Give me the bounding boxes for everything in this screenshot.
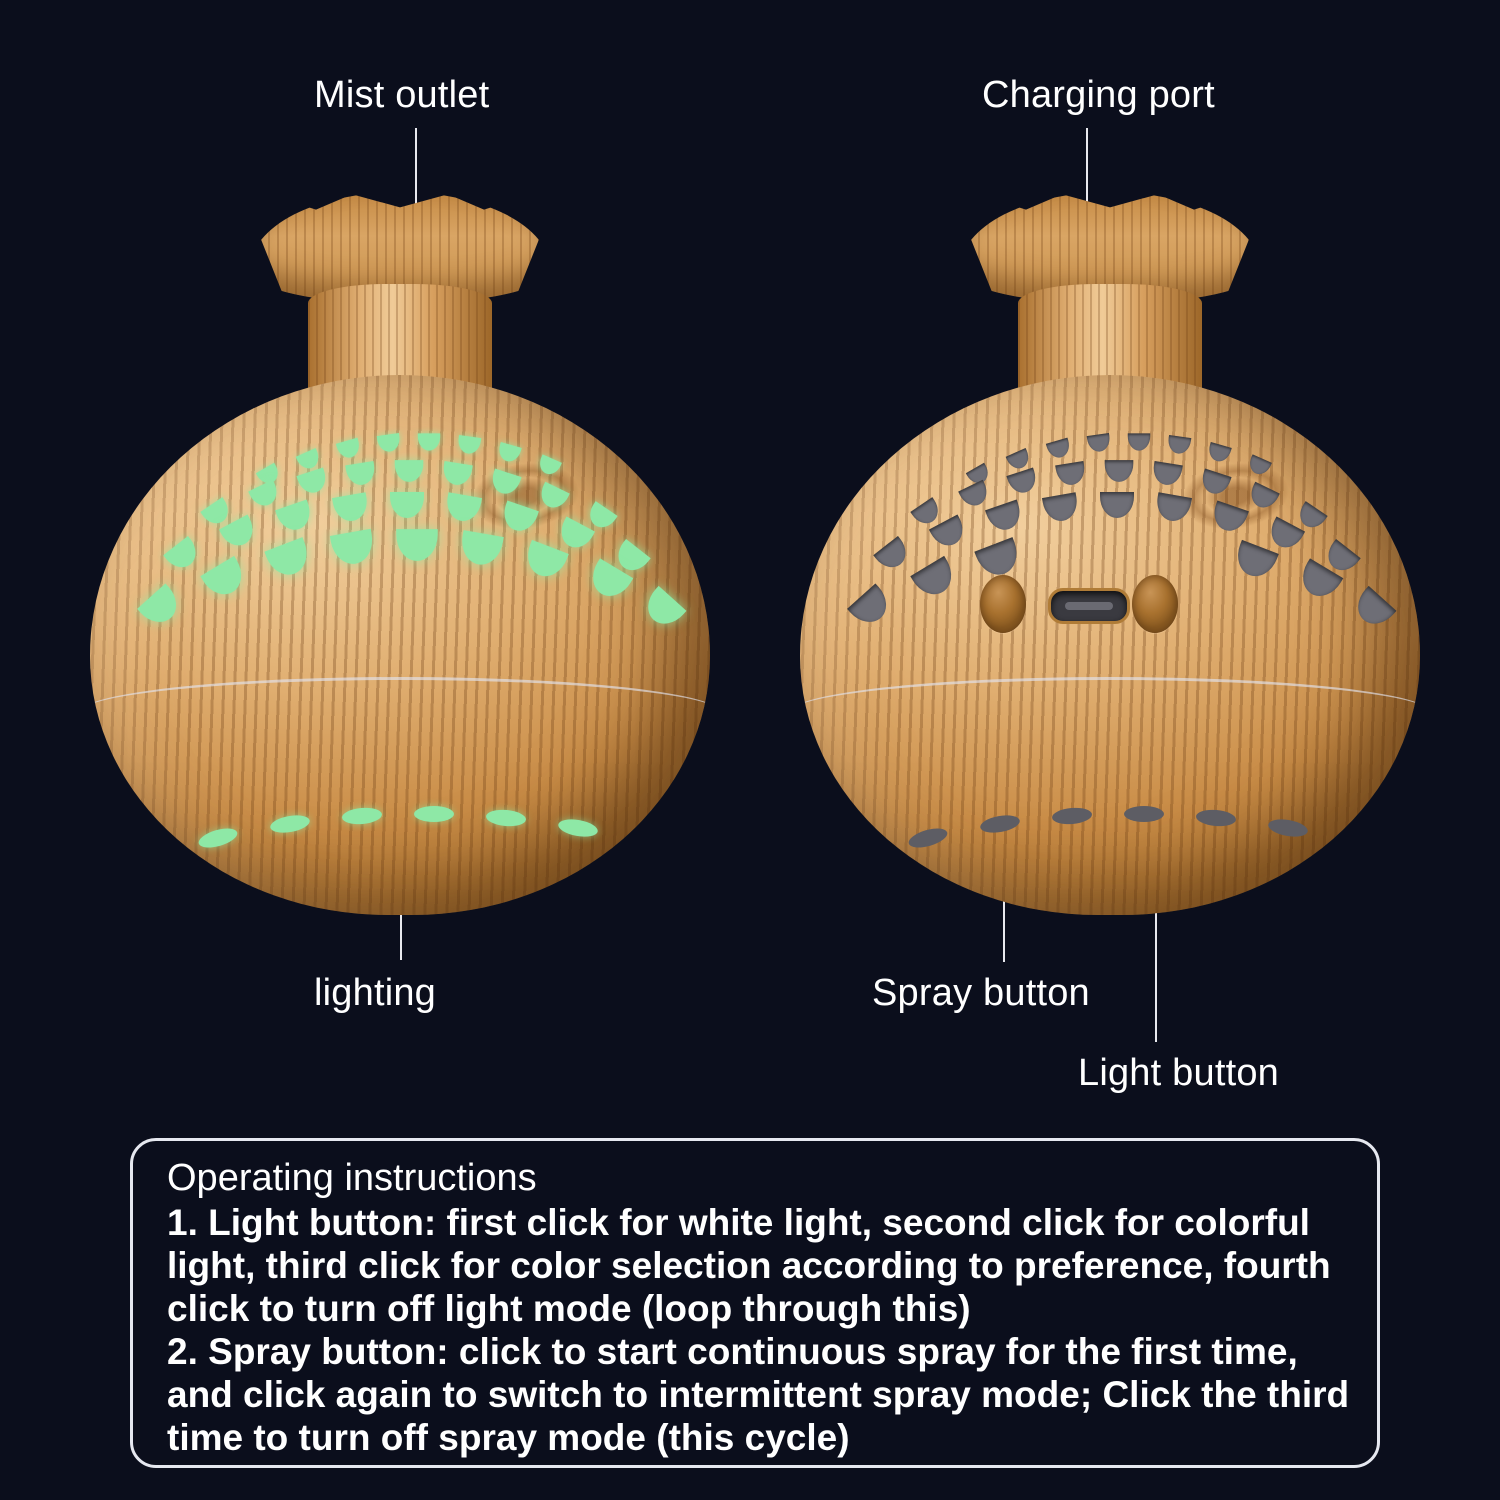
light-button[interactable] (1132, 575, 1178, 633)
callout-label-light-button: Light button (1078, 1052, 1280, 1094)
callout-label-lighting: lighting (314, 972, 437, 1014)
operating-instructions-panel (130, 1138, 1380, 1468)
spray-button[interactable] (980, 575, 1026, 633)
vase-body-back (790, 170, 1430, 930)
body-seam-line (90, 677, 710, 750)
callout-label-mist-outlet: Mist outlet (314, 74, 490, 116)
body-seam-line-back (800, 677, 1420, 750)
diffuser-back-view (790, 170, 1430, 930)
callout-label-spray-button: Spray button (872, 972, 1090, 1014)
charging-port-usb[interactable] (1048, 588, 1130, 624)
wood-grain-knot-back (1154, 441, 1315, 551)
wood-grain-knot (444, 441, 605, 551)
instructions-item-2: 2. Spray button: click to start continuous spray for the first time, and click again to switch to intermittent spray mode; Click the third time to turn off spray mode (this cycle) (167, 1330, 1350, 1458)
diffuser-front-view (80, 170, 720, 930)
diffuser-bulb-front (90, 375, 710, 915)
vase-body-front (80, 170, 720, 930)
diffuser-bulb-back (800, 375, 1420, 915)
callout-label-charging-port: Charging port (982, 74, 1215, 116)
instructions-title: Operating instructions (167, 1157, 537, 1199)
instructions-item-1: 1. Light button: first click for white light, second click for colorful light, third click for color selection according to preference, fourth click to turn off light mode (loop through this) (167, 1202, 1331, 1329)
